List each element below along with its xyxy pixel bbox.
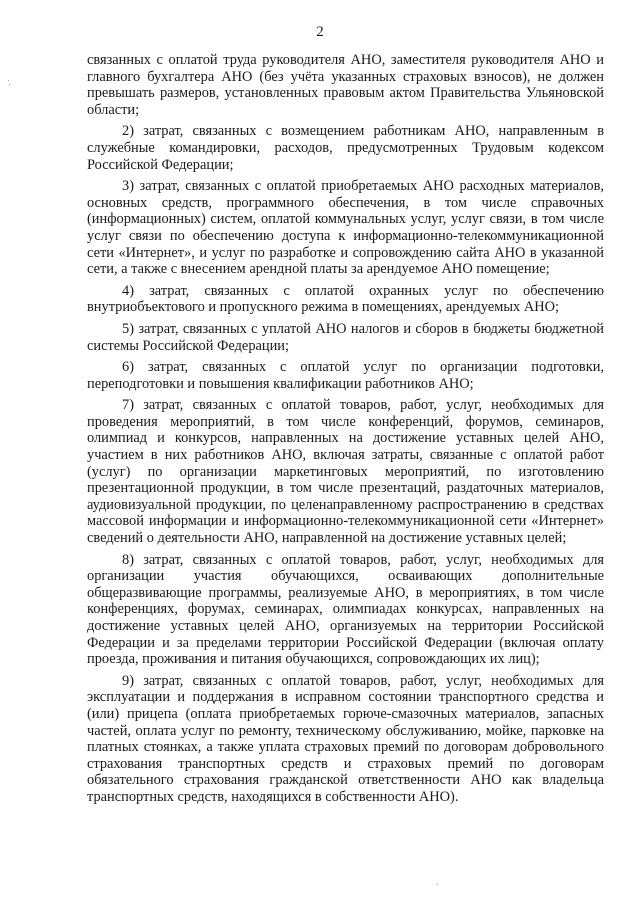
paragraph-item-3: 3) затрат, связанных с оплатой приобретаемых АНО расходных материалов, основных средств, программного обеспечения, в том числе справочных (информационных) систем, оплатой коммунальных услуг, услуг связи, в том числе услуг связи по обеспечению доступа к информационно-телекоммуникационной сети «Интернет», и услуг по разработке и сопровождению сайта АНО в указанной сети, а также с внесением арендной платы за арендуемое АНО помещение; — [87, 178, 604, 278]
paragraph-item-5: 5) затрат, связанных с уплатой АНО налогов и сборов в бюджеты бюджетной системы Российской Федерации; — [87, 320, 604, 354]
paragraph-item-4: 4) затрат, связанных с оплатой охранных услуг по обеспечению внутриобъектового и пропускного режима в помещениях, арендуемых АНО; — [87, 282, 604, 316]
scan-artifact — [437, 884, 438, 885]
paragraph-continuation: связанных с оплатой труда руководителя АНО, заместителя руководителя АНО и главного бухгалтера АНО (без учёта указанных страховых взносов), не должен превышать размеров, установленных правовым актом Правительства Ульяновской области; — [87, 52, 604, 118]
paragraph-item-7: 7) затрат, связанных с оплатой товаров, работ, услуг, необходимых для проведения мероприятий, в том числе конференций, форумов, семинаров, олимпиад и конкурсов, направленных на достижение уставных целей АНО, участием в них работников АНО, включая затраты, связанные с оплатой работ (услуг) по организации маркетинговых мероприятий, по изготовлению презентационной продукции, в том числе презентаций, раздаточных материалов, аудиовизуальной продукции, по целенаправленному распространению в средствах массовой информации и информационно-телекоммуникационной сети «Интернет» сведений о деятельности АНО, направленной на достижение уставных целей; — [87, 397, 604, 547]
paragraph-item-2: 2) затрат, связанных с возмещением работникам АНО, направленным в служебные командировки, расходов, предусмотренных Трудовым кодексом Российской Федерации; — [87, 123, 604, 173]
paragraph-item-9: 9) затрат, связанных с оплатой товаров, работ, услуг, необходимых для эксплуатации и поддержания в исправном состоянии транспортного средства и (или) прицепа (оплата приобретаемых горюче-смазочных материалов, запасных частей, оплата услуг по ремонту, техническому обслуживанию, мойке, парковке на платных стоянках, а также уплата страховых премий по договорам добровольного страхования транспортных средств и страховых премий по договорам обязательного страхования гражданской ответственности АНО как владельца транспортных средств, находящихся в собственности АНО). — [87, 672, 604, 805]
document-body — [87, 52, 604, 811]
scan-artifact — [8, 80, 9, 81]
scan-artifact — [9, 84, 10, 85]
page-number: 2 — [316, 24, 324, 40]
paragraph-item-8: 8) затрат, связанных с оплатой товаров, работ, услуг, необходимых для организации участия обучающихся, осваивающих дополнительные общеразвивающие программы, реализуемые АНО, в мероприятиях, в том числе конференциях, форумах, семинарах, олимпиадах конкурсах, направленных на достижение уставных целей АНО, организуемых на территории Российской Федерации и за пределами территории Российской Федерации (включая оплату проезда, проживания и питания обучающихся, сопровождающих их лиц); — [87, 551, 604, 668]
paragraph-item-6: 6) затрат, связанных с оплатой услуг по организации подготовки, переподготовки и повышения квалификации работников АНО; — [87, 359, 604, 392]
